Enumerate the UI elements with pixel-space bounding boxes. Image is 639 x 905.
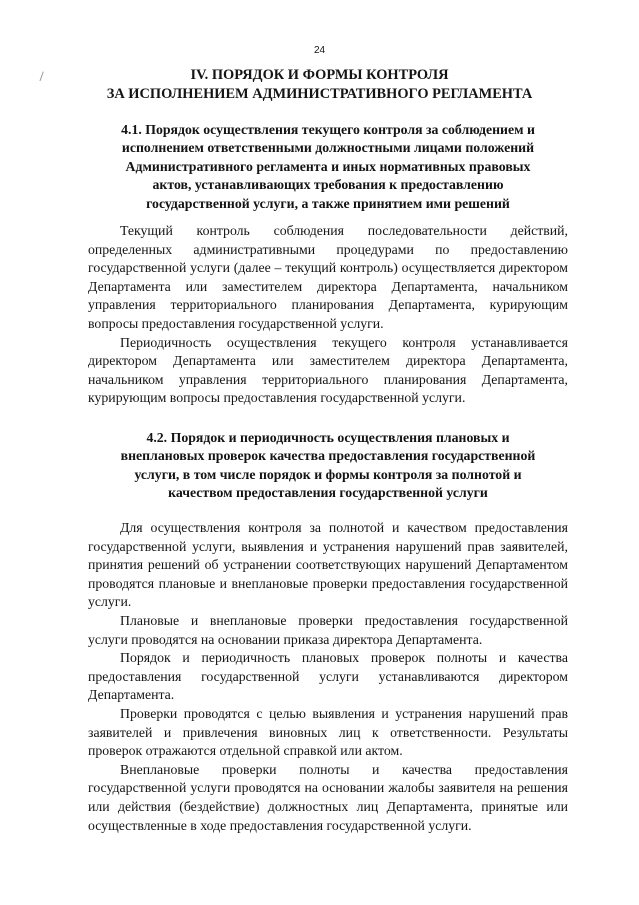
paragraph: Проверки проводятся с целью выявления и устранения нарушений прав заявителей и привлечения виновных лиц к ответственности. Результаты проверок отражаются отдельной справкой или актом.	[88, 705, 568, 759]
paragraph: Порядок и периодичность плановых проверок полноты и качества предоставления государственной услуги устанавливаются директором Департамента.	[88, 650, 568, 703]
section-title-line: Административного регламента и иных нормативных правовых	[125, 158, 531, 174]
section-title-line: государственной услуги, а также принятием ими решений	[146, 195, 510, 211]
section-title-line: услуги, в том числе порядок и формы контроля за полнотой и	[134, 466, 522, 482]
scan-mark	[39, 71, 47, 82]
section-title-line: исполнением ответственными должностными лицами положений	[121, 140, 535, 156]
paragraph: Периодичность осуществления текущего контроля устанавливается директором Департамента или заместителем директора Департамента, начальником управления территориального планирования Департамента, курирующим вопросы предоставления государственной услуги.	[88, 334, 568, 406]
section-4-2-body	[88, 519, 568, 835]
paragraph: Текущий контроль соблюдения последовательности действий, определенных административными процедурами по предоставлению государственной услуги (далее – текущий контроль) осуществляется директором Департамента или заместителем директора Департамента, начальником управления территориального планирования Департамента, курирующим вопросы предоставления государственной услуги.	[88, 223, 568, 331]
section-title-line: внеплановых проверок качества предоставления государственной	[120, 448, 536, 464]
chapter-title	[60, 66, 579, 104]
chapter-title-line: ЗА ИСПОЛНЕНИЕМ АДМИНИСТРАТИВНОГО РЕГЛАМЕНТА	[106, 86, 533, 102]
page-number: 24	[313, 45, 326, 56]
section-4-2-title	[118, 429, 538, 503]
section-title-line: актов, устанавливающих требования к предоставлению	[152, 177, 504, 193]
section-4-1-title	[88, 121, 568, 213]
chapter-title-line: IV. ПОРЯДОК И ФОРМЫ КОНТРОЛЯ	[190, 67, 449, 83]
section-4-1-body	[88, 222, 568, 408]
paragraph: Внеплановые проверки полноты и качества предоставления государственной услуги проводятся на основании жалобы заявителя на решения или действия (бездействие) должностных лиц Департамента, принятые или осуществленные в ходе предоставления государственной услуги.	[88, 761, 568, 833]
paragraph: Для осуществления контроля за полнотой и качеством предоставления государственной услуги, выявления и устранения нарушений прав заявителей, принятия решений об устранении соответствующих нарушений Департаментом проводятся плановые и внеплановые проверки предоставления государственной услуги.	[88, 520, 568, 610]
section-title-line: 4.1. Порядок осуществления текущего контроля за соблюдением и	[121, 122, 535, 137]
paragraph: Плановые и внеплановые проверки предоставления государственной услуги проводятся на основании приказа директора Департамента.	[88, 612, 568, 647]
section-title-line: 4.2. Порядок и периодичность осуществления плановых и	[146, 430, 510, 445]
section-title-line: качеством предоставления государственной услуги	[168, 485, 488, 501]
